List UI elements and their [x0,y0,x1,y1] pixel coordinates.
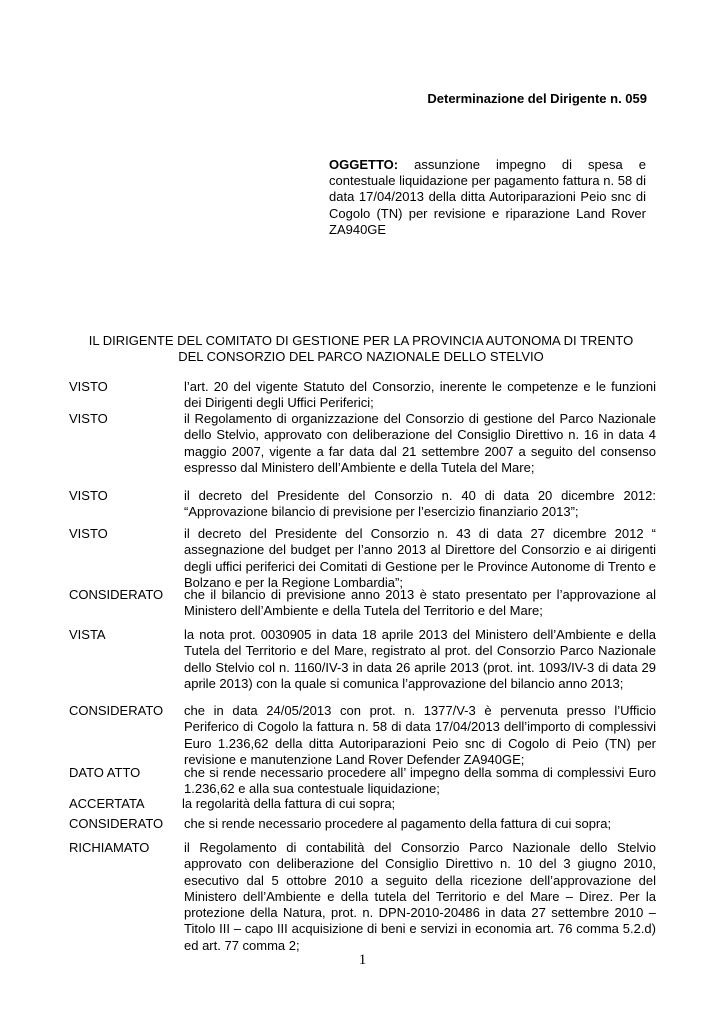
entry-label: VISTO [69,411,108,426]
document-title: Determinazione del Dirigente n. 059 [427,91,647,106]
entry-label: VISTO [69,488,108,503]
entry-label: CONSIDERATO [69,703,164,718]
entry-text: che in data 24/05/2013 con prot. n. 1377/V-3 è pervenuta presso l’Ufficio Periferico di Cogolo la fattura n. 58 di data 17/04/2013 dell’importo di complessivi Euro 1.236,62 della ditta Autoriparazioni Peio snc di Cogolo di Peio (TN) per revisione e manutenzione Land Rover Defender ZA940GE; [184,703,656,767]
entry-label: VISTA [69,627,106,642]
authority-heading-line-2: DEL CONSORZIO DEL PARCO NAZIONALE DELLO STELVIO [178,349,544,365]
authority-heading-line-1: IL DIRIGENTE DEL COMITATO DI GESTIONE PER LA PROVINCIA AUTONOMA DI TRENTO [88,333,634,348]
subject-block [329,157,646,238]
entry-text: il decreto del Presidente del Consorzio n. 43 di data 27 dicembre 2012 “ assegnazione del budget per l’anno 2013 al Direttore del Consorzio e ai dirigenti degli uffici periferici dei Comitati di Gestione per le Province Autonome di Trento e Bolzano e per la Regione Lombardia”; [184,526,656,590]
entry-text: la regolarità della fattura di cui sopra; [182,796,396,811]
entry-label: VISTO [69,526,108,541]
entry-text: che il bilancio di previsione anno 2013 è stato presentato per l’approvazione al Ministero dell’Ambiente e della Tutela del Territorio e del Mare; [184,587,656,619]
entry-label: ACCERTATA [69,796,145,811]
page-number: 1 [358,952,367,968]
entry-label: CONSIDERATO [69,816,164,831]
subject-label: OGGETTO: [329,157,399,172]
entry-text: il Regolamento di contabilità del Consorzio Parco Nazionale dello Stelvio approvato con deliberazione del Consiglio Direttivo n. 10 del 3 giugno 2010, esecutivo dal 5 ottobre 2010 a seguito della ricezione dell’approvazione del Ministero dell’Ambiente e della tutela del Territorio e del Mare – Direz. Per la protezione della Natura, prot. n. DPN-2010-20486 in data 27 settembre 2010 – Titolo III – capo III acquisizione di beni e servizi in economia art. 76 comma 5.2.d) ed art. 77 comma 2; [184,840,656,953]
entry-label: CONSIDERATO [69,587,164,602]
entry-text: la nota prot. 0030905 in data 18 aprile 2013 del Ministero dell’Ambiente e della Tutela del Territorio e del Mare, registrato al prot. del Consorzio Parco Nazionale dello Stelvio col n. 1160/IV-3 in data 26 aprile 2013 (prot. int. 1093/IV-3 di data 29 aprile 2013) con la quale si comunica l’approvazione del bilancio anno 2013; [184,627,656,691]
entry-label: VISTO [69,379,108,394]
entry-label: DATO ATTO [69,765,141,780]
entry-text: l’art. 20 del vigente Statuto del Consorzio, inerente le competenze e le funzioni dei Dirigenti degli Uffici Periferici; [184,379,656,411]
authority-heading [70,333,652,366]
entry-text: che si rende necessario procedere all’ impegno della somma di complessivi Euro 1.236,62 e alla sua contestuale liquidazione; [184,765,656,797]
entry-text: il decreto del Presidente del Consorzio n. 40 di data 20 dicembre 2012: “Approvazione bilancio di previsione per l’esercizio finanziario 2013”; [184,488,656,520]
entry-text: che si rende necessario procedere al pagamento della fattura di cui sopra; [184,816,612,831]
entry-label: RICHIAMATO [69,840,150,855]
subject-text: assunzione impegno di spesa e contestuale liquidazione per pagamento fattura n. 58 di data 17/04/2013 della ditta Autoriparazioni Peio snc di Cogolo (TN) per revisione e riparazione Land Rover ZA940GE [329,157,646,237]
entry-text: il Regolamento di organizzazione del Consorzio di gestione del Parco Nazionale dello Stelvio, approvato con deliberazione del Consiglio Direttivo n. 16 in data 4 maggio 2007, vigente a far data dal 21 settembre 2007 a seguito del consenso espresso dal Ministero dell’Ambiente e della Tutela del Mare; [184,411,656,475]
